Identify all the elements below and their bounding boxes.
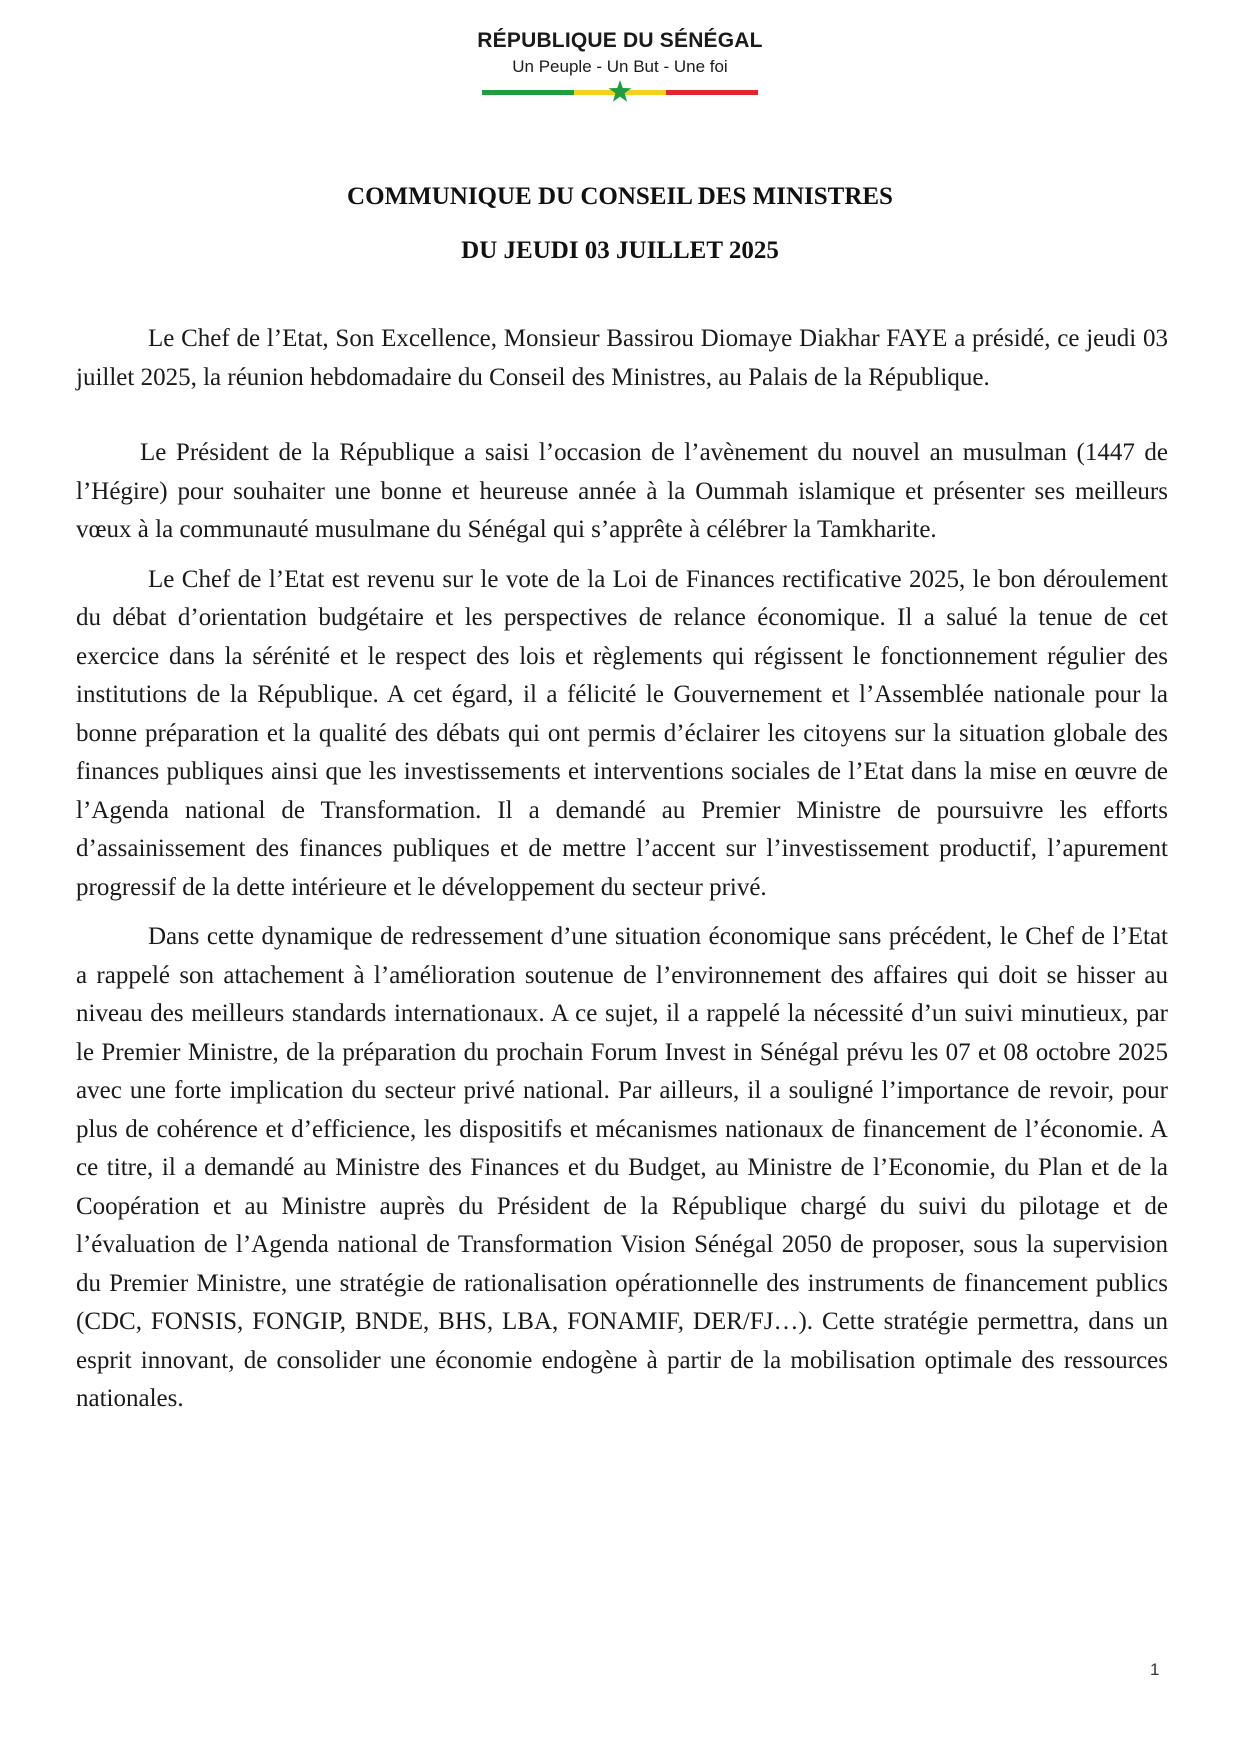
title-line-1: COMMUNIQUE DU CONSEIL DES MINISTRES (347, 183, 893, 210)
communique-title (0, 170, 1240, 278)
national-motto: Un Peuple - Un But - Une foi (512, 57, 728, 76)
flag-color-bar (482, 80, 758, 102)
republic-name: RÉPUBLIQUE DU SÉNÉGAL (477, 29, 763, 52)
title-line-2: DU JEUDI 03 JUILLET 2025 (461, 237, 779, 264)
green-star-icon (608, 80, 632, 102)
communique-body (76, 320, 1168, 1419)
paragraph: Le Chef de l’Etat, Son Excellence, Monsieur Bassirou Diomaye Diakhar FAYE a présidé, ce jeudi 03 juillet 2025, la réunion hebdomadaire du Conseil des Ministres, au Palais de la République. (76, 325, 1168, 391)
page-number: 1 (1150, 1660, 1160, 1679)
paragraph: Dans cette dynamique de redressement d’une situation économique sans précédent, le Chef de l’Etat a rappelé son attachement à l’amélioration soutenue de l’environnement des affaires qui doit se hisser au niveau des meilleurs standards internationaux. A ce sujet, il a rappelé la nécessité d’un suivi minutieux, par le Premier Ministre, de la préparation du prochain Forum Invest in Sénégal prévu les 07 et 08 octobre 2025 avec une forte implication du secteur privé national. Par ailleurs, il a souligné l’importance de revoir, pour plus de cohérence et d’efficience, les dispositifs et mécanismes nationaux de financement de l’économie. A ce titre, il a demandé au Ministre des Finances et du Budget, au Ministre de l’Economie, du Plan et de la Coopération et au Ministre auprès du Président de la République chargé du suivi du pilotage et de l’évaluation de l’Agenda national de Transformation Vision Sénégal 2050 de proposer, sous la supervision du Premier Ministre, une stratégie de rationalisation opérationnelle des instruments de financement publics (CDC, FONSIS, FONGIP, BNDE, BHS, LBA, FONAMIF, DER/FJ…). Cette stratégie permettra, dans un esprit innovant, de consolider une économie endogène à partir de la mobilisation optimale des ressources nationales. (76, 923, 1168, 1412)
paragraph: Le Chef de l’Etat est revenu sur le vote de la Loi de Finances rectificative 2025, le bon déroulement du débat d’orientation budgétaire et les perspectives de relance économique. Il a salué la tenue de cet exercice dans la sérénité et le respect des lois et règlements qui régissent le fonctionnement régulier des institutions de la République. A cet égard, il a félicité le Gouvernement et l’Assemblée nationale pour la bonne préparation et la qualité des débats qui ont permis d’éclairer les citoyens sur la situation globale des finances publiques ainsi que les investissements et interventions sociales de l’Etat dans la mise en œuvre de l’Agenda national de Transformation. Il a demandé au Premier Ministre de poursuivre les efforts d’assainissement des finances publiques et de mettre l’accent sur l’investissement productif, l’apurement progressif de la dette intérieure et le développement du secteur privé. (76, 565, 1168, 901)
letterhead (0, 28, 1240, 102)
paragraph: Le Président de la République a saisi l’occasion de l’avènement du nouvel an musulman (1447 de l’Hégire) pour souhaiter une bonne et heureuse année à la Oummah islamique et présenter ses meilleurs vœux à la communauté musulmane du Sénégal qui s’apprête à célébrer la Tamkharite. (76, 439, 1168, 543)
flag-stripe-green (482, 90, 574, 95)
flag-stripe-red (666, 90, 758, 95)
